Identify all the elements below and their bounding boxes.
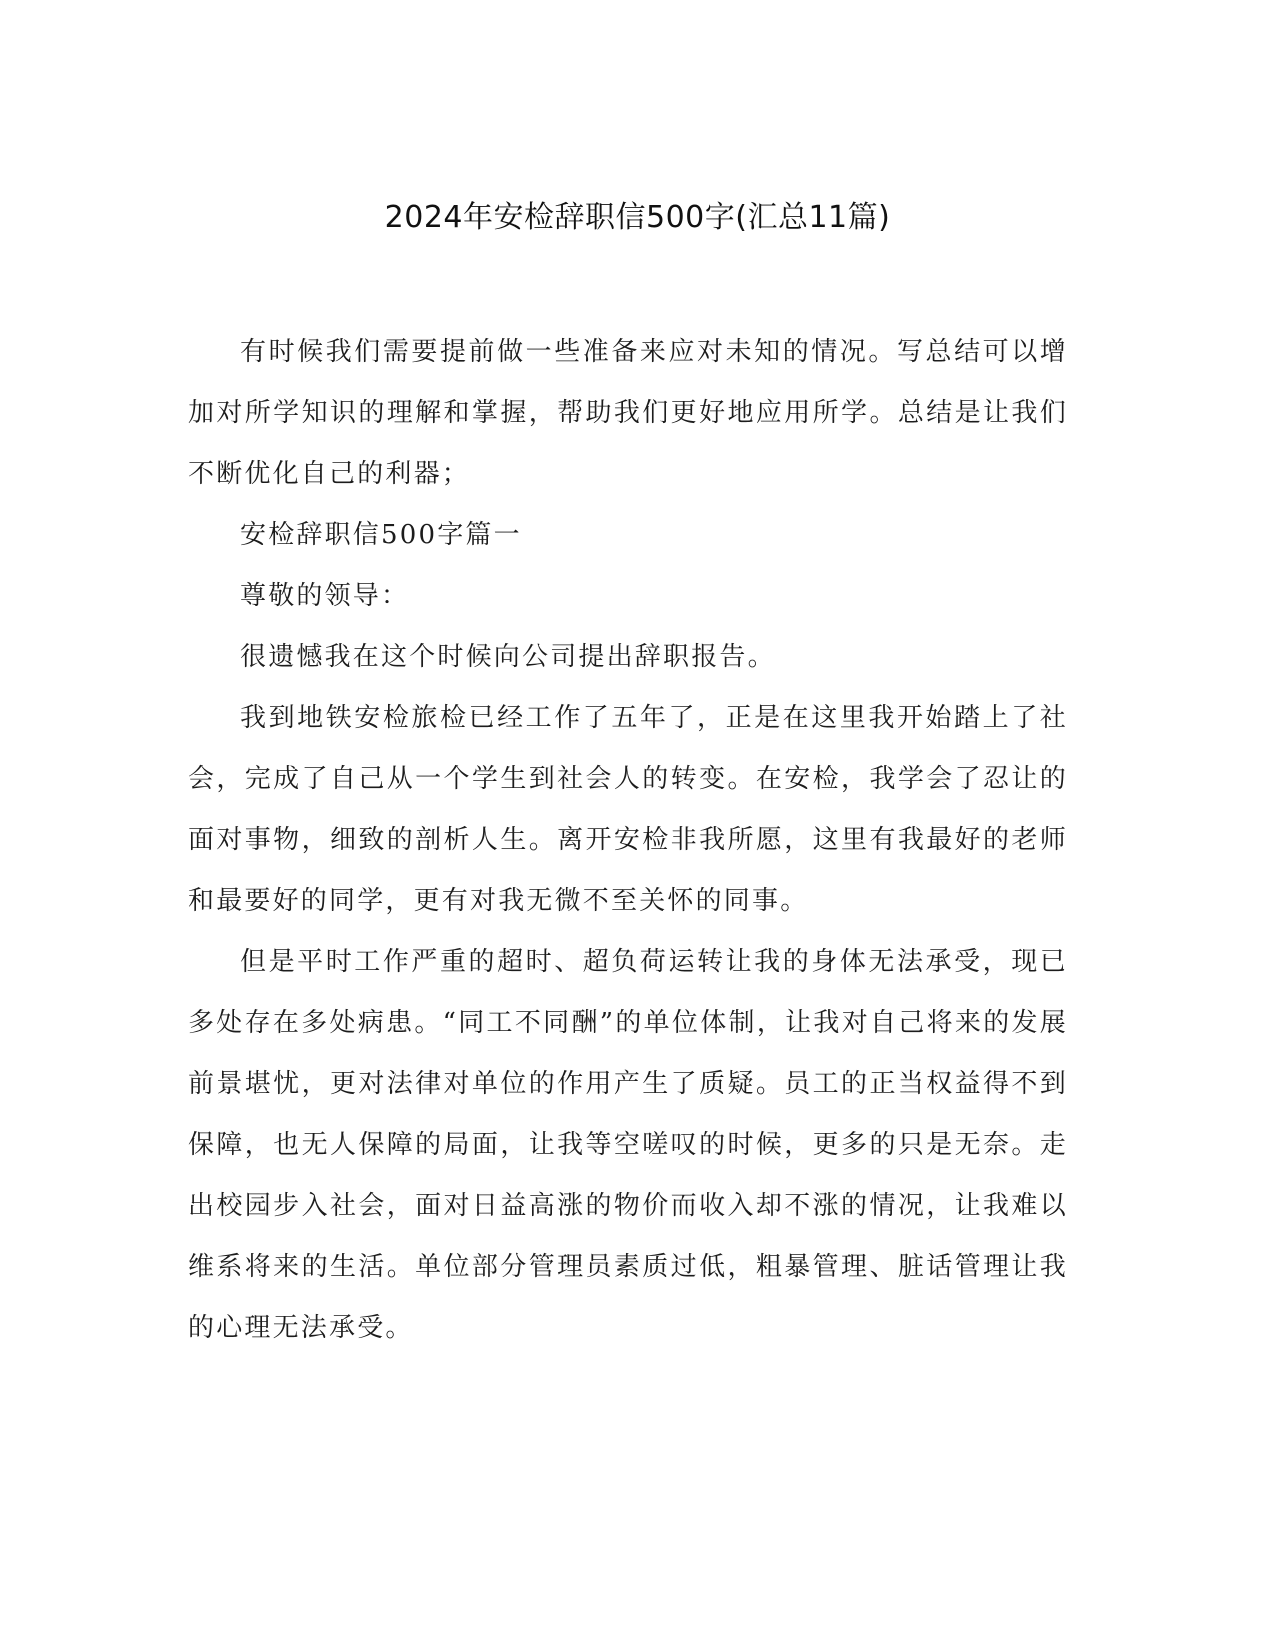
opening-paragraph: 很遗憾我在这个时候向公司提出辞职报告。: [240, 642, 776, 672]
intro-paragraph: 有时候我们需要提前做一些准备来应对未知的情况。写总结可以增加对所学知识的理解和掌握，帮助我们更好地应用所学。总结是让我们不断优化自己的利器；: [188, 337, 1068, 489]
body-paragraph: 但是平时工作严重的超时、超负荷运转让我的身体无法承受，现已多处存在多处病患。“同工不同酬”的单位体制，让我对自己将来的发展前景堪忧，更对法律对单位的作用产生了质疑。员工的正当权益得不到保障，也无人保障的局面，让我等空嗟叹的时候，更多的只是无奈。走出校园步入社会，面对日益高涨的物价而收入却不涨的情况，让我难以维系将来的生活。单位部分管理员素质过低，粗暴管理、脏话管理让我的心理无法承受。: [188, 947, 1068, 1343]
salutation: 尊敬的领导：: [240, 581, 410, 611]
document-body: [188, 322, 1068, 1359]
section-heading: 安检辞职信500字篇一: [240, 520, 522, 550]
body-paragraph: 我到地铁安检旅检已经工作了五年了，正是在这里我开始踏上了社会，完成了自己从一个学生到社会人的转变。在安检，我学会了忍让的面对事物，细致的剖析人生。离开安检非我所愿，这里有我最好的老师和最要好的同学，更有对我无微不至关怀的同事。: [188, 703, 1068, 916]
document-title: 2024年安检辞职信500字(汇总11篇): [384, 200, 891, 235]
